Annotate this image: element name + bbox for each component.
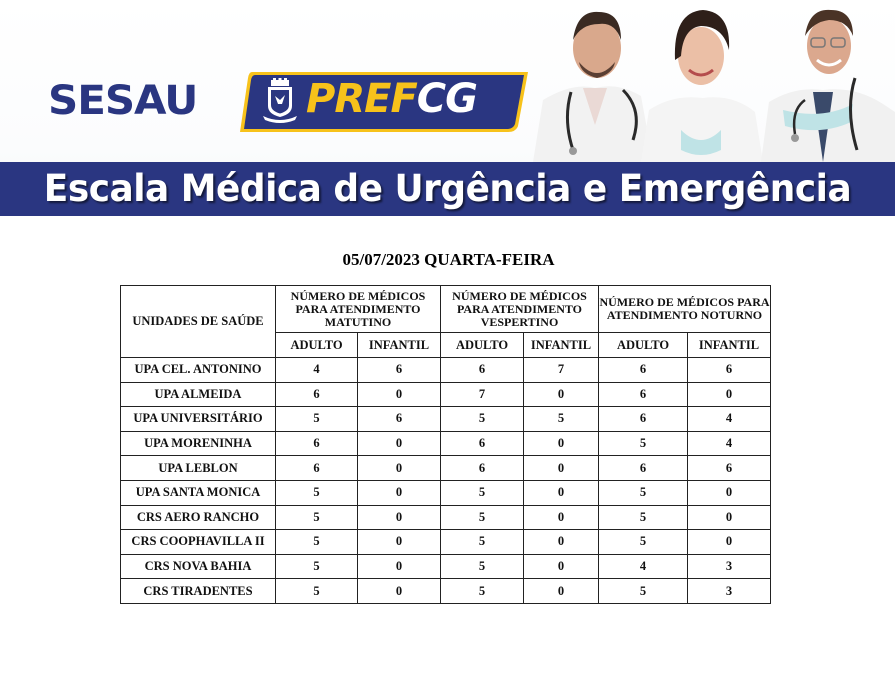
cell-value: 5 [441, 530, 524, 555]
cell-value: 0 [688, 382, 771, 407]
cell-value: 0 [688, 505, 771, 530]
cell-value: 4 [599, 554, 688, 579]
subheader-morning-adult: ADULTO [276, 333, 358, 358]
cell-value: 3 [688, 579, 771, 604]
unit-name: CRS AERO RANCHO [121, 505, 276, 530]
medical-schedule-table [120, 285, 771, 604]
cell-value: 6 [276, 431, 358, 456]
cell-value: 7 [524, 358, 599, 383]
unit-name: UPA MORENINHA [121, 431, 276, 456]
cell-value: 6 [276, 456, 358, 481]
schedule-date: 05/07/2023 QUARTA-FEIRA [342, 250, 555, 269]
cell-value: 0 [524, 382, 599, 407]
cell-value: 0 [524, 431, 599, 456]
cell-value: 6 [688, 358, 771, 383]
cell-value: 6 [599, 358, 688, 383]
cell-value: 6 [358, 358, 441, 383]
cell-value: 6 [276, 382, 358, 407]
cell-value: 5 [599, 431, 688, 456]
cell-value: 6 [441, 456, 524, 481]
cell-value: 5 [276, 407, 358, 432]
unit-name: UPA UNIVERSITÁRIO [121, 407, 276, 432]
table-row [121, 554, 771, 579]
cell-value: 0 [358, 456, 441, 481]
cell-value: 0 [688, 480, 771, 505]
cell-value: 0 [358, 554, 441, 579]
cell-value: 6 [599, 382, 688, 407]
city-crest-icon [260, 78, 300, 124]
cell-value: 5 [599, 530, 688, 555]
cell-value: 0 [688, 530, 771, 555]
group-header-afternoon: NÚMERO DE MÉDICOS PARA ATENDIMENTO VESPERTINO [441, 286, 599, 333]
cell-value: 0 [524, 505, 599, 530]
table-row [121, 480, 771, 505]
unit-name: CRS COOPHAVILLA II [121, 530, 276, 555]
cell-value: 4 [688, 431, 771, 456]
cell-value: 5 [599, 505, 688, 530]
cell-value: 0 [358, 579, 441, 604]
cell-value: 0 [524, 554, 599, 579]
cell-value: 4 [276, 358, 358, 383]
unit-name: UPA LEBLON [121, 456, 276, 481]
cell-value: 0 [358, 480, 441, 505]
cell-value: 7 [441, 382, 524, 407]
cell-value: 5 [441, 480, 524, 505]
unit-name: UPA ALMEIDA [121, 382, 276, 407]
group-header-night: NÚMERO DE MÉDICOS PARA ATENDIMENTO NOTURNO [599, 286, 771, 333]
title-bar [0, 162, 895, 216]
cell-value: 5 [441, 505, 524, 530]
table-row [121, 382, 771, 407]
header-banner [0, 0, 895, 216]
cell-value: 3 [688, 554, 771, 579]
cell-value: 6 [358, 407, 441, 432]
cell-value: 0 [358, 382, 441, 407]
cell-value: 5 [441, 579, 524, 604]
prefcg-wordmark: PREFCG [306, 76, 477, 122]
cell-value: 0 [358, 530, 441, 555]
unit-name: CRS TIRADENTES [121, 579, 276, 604]
table-row [121, 505, 771, 530]
cell-value: 0 [524, 579, 599, 604]
cell-value: 5 [441, 407, 524, 432]
subheader-night-child: INFANTIL [688, 333, 771, 358]
sesau-logo: SESAU [48, 78, 198, 124]
cell-value: 5 [441, 554, 524, 579]
cell-value: 5 [599, 480, 688, 505]
cell-value: 5 [276, 480, 358, 505]
cell-value: 5 [276, 530, 358, 555]
cell-value: 6 [599, 456, 688, 481]
cell-value: 6 [688, 456, 771, 481]
column-header-units: UNIDADES DE SAÚDE [121, 286, 276, 358]
prefcg-logo [238, 70, 528, 132]
table-row [121, 431, 771, 456]
table-row [121, 530, 771, 555]
table-row [121, 579, 771, 604]
cell-value: 5 [276, 554, 358, 579]
cell-value: 5 [276, 579, 358, 604]
subheader-night-adult: ADULTO [599, 333, 688, 358]
subheader-afternoon-child: INFANTIL [524, 333, 599, 358]
cell-value: 6 [441, 431, 524, 456]
unit-name: UPA CEL. ANTONINO [121, 358, 276, 383]
cell-value: 0 [524, 456, 599, 481]
doctors-photo [533, 0, 895, 162]
cell-value: 5 [599, 579, 688, 604]
unit-name: CRS NOVA BAHIA [121, 554, 276, 579]
cell-value: 6 [441, 358, 524, 383]
cell-value: 6 [599, 407, 688, 432]
table-row [121, 407, 771, 432]
cell-value: 0 [358, 431, 441, 456]
cell-value: 0 [524, 480, 599, 505]
cell-value: 0 [524, 530, 599, 555]
subheader-afternoon-adult: ADULTO [441, 333, 524, 358]
cell-value: 4 [688, 407, 771, 432]
table-row [121, 358, 771, 383]
unit-name: UPA SANTA MONICA [121, 480, 276, 505]
table-row [121, 456, 771, 481]
cell-value: 0 [358, 505, 441, 530]
cell-value: 5 [524, 407, 599, 432]
group-header-morning: NÚMERO DE MÉDICOS PARA ATENDIMENTO MATUTINO [276, 286, 441, 333]
page-title: Escala Médica de Urgência e Emergência [43, 167, 852, 210]
subheader-morning-child: INFANTIL [358, 333, 441, 358]
cell-value: 5 [276, 505, 358, 530]
